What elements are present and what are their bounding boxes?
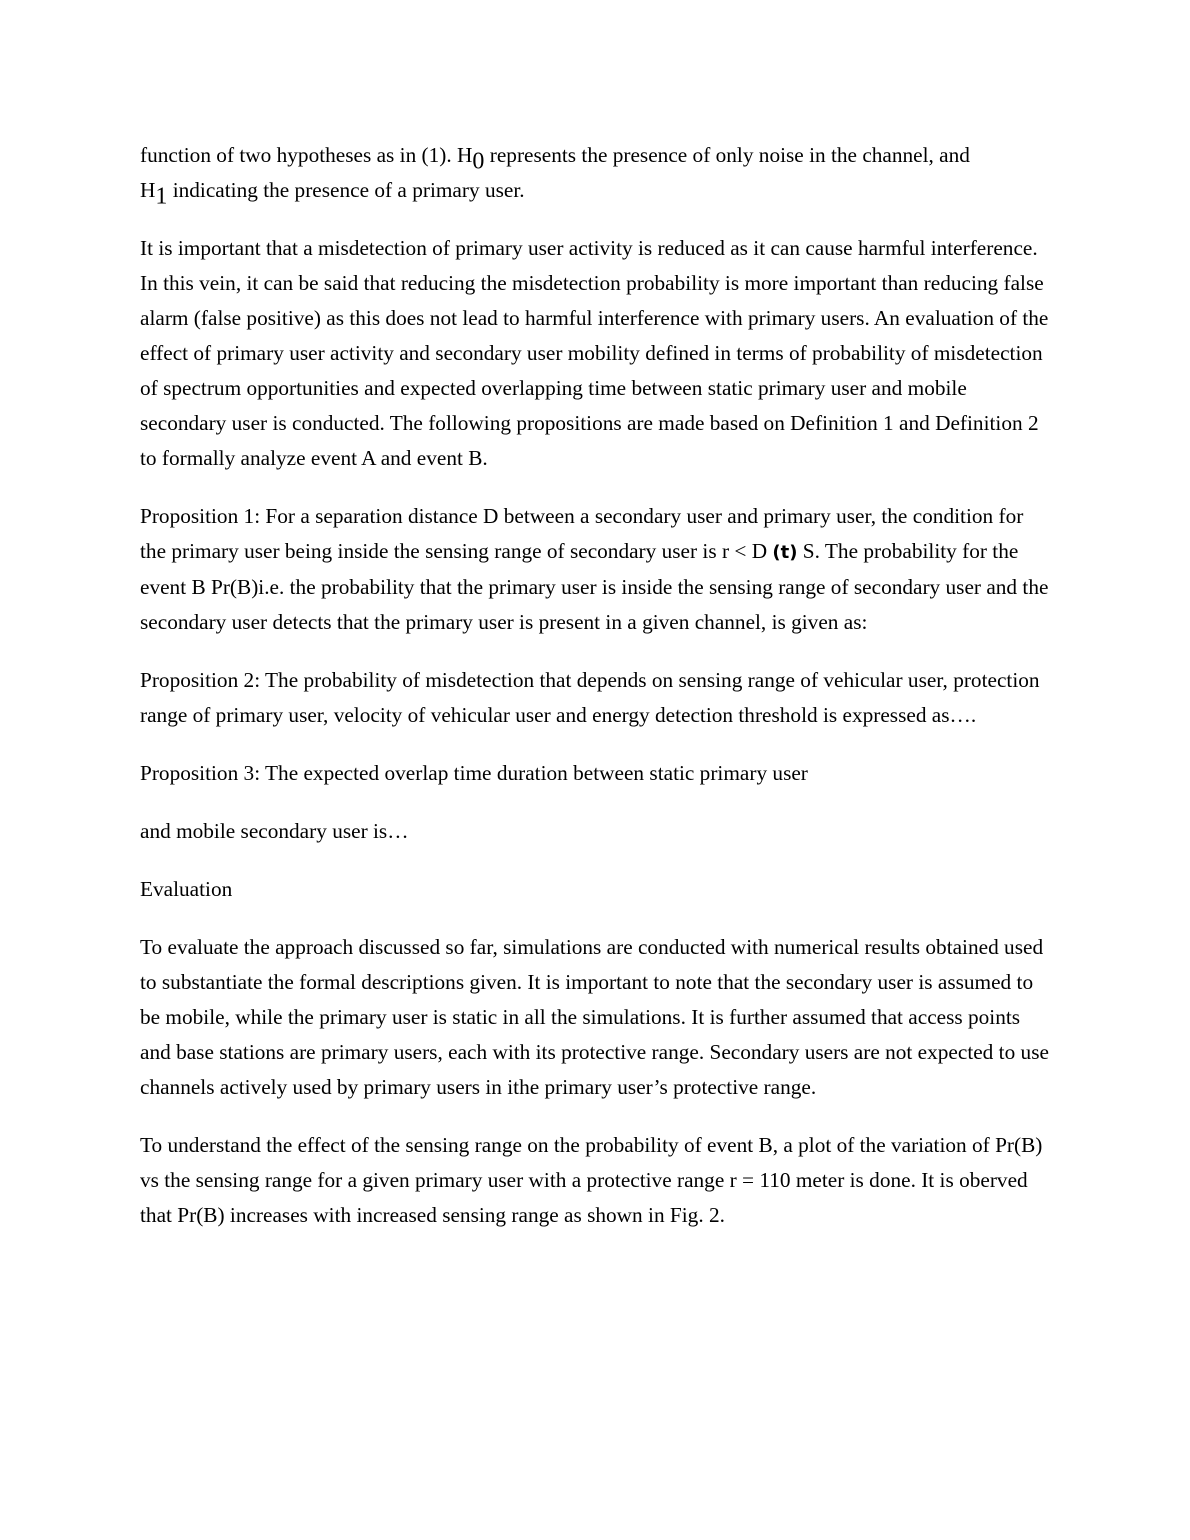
paragraph-sensing-range: To understand the effect of the sensing range on the probability of event B, a plot of the variation of Pr(B) vs the sensing range for a given primary user with a protective range r = 110 meter is done. It is oberved that Pr(B) increases with increased sensing range as shown in Fig. 2. [140,1133,1043,1227]
subscript-zero: 0 [472,148,485,175]
paragraph-proposition-2: Proposition 2: The probability of misdetection that depends on sensing range of vehicular user, protection range of primary user, velocity of vehicular user and energy detection threshold is expressed as…. [140,668,1040,727]
paragraph-proposition-1 [140,499,1052,640]
paragraph-evaluation: To evaluate the approach discussed so far, simulations are conducted with numerical results obtained used to substantiate the formal descriptions given. It is important to note that the secondary user is assumed to be mobile, while the primary user is static in all the simulations. It is further assumed that access points and base stations are primary users, each with its protective range. Secondary users are not expected to use channels actively used by primary users in ithe primary user’s protective range. [140,935,1049,1099]
paragraph-hypotheses [140,138,1052,208]
document-page [140,138,1052,1256]
text-run: represents the presence of only noise in the channel, and [484,143,970,167]
text-run: indicating the presence of a primary user. [167,178,525,202]
text-run: function of two hypotheses as in (1). H [140,143,473,167]
text-run: S. The probability for the event B Pr(B)i.e. the probability that the primary user is inside the sensing range of secondary user and the secondary user detects that the primary user is present in a given channel, is given as: [140,539,1049,634]
paragraph-proposition-3-continued: and mobile secondary user is… [140,819,409,843]
text-run: H [140,178,156,202]
text-run: Proposition 1: For a separation distance D between a secondary user and primary user, the condition for the primary user being inside the sensing range of secondary user is r < D [140,504,1024,563]
paragraph-proposition-3: Proposition 3: The expected overlap time duration between static primary user [140,761,808,785]
operator-symbol: (t) [772,542,798,563]
paragraph-misdetection: It is important that a misdetection of primary user activity is reduced as it can cause harmful interference. In this vein, it can be said that reducing the misdetection probability is more important than reducing false alarm (false positive) as this does not lead to harmful interference with primary users. An evaluation of the effect of primary user activity and secondary user mobility defined in terms of probability of misdetection of spectrum opportunities and expected overlapping time between static primary user and mobile secondary user is conducted. The following propositions are made based on Definition 1 and Definition 2 to formally analyze event A and event B. [140,236,1049,470]
section-heading-evaluation: Evaluation [140,877,233,901]
subscript-one: 1 [155,183,168,210]
